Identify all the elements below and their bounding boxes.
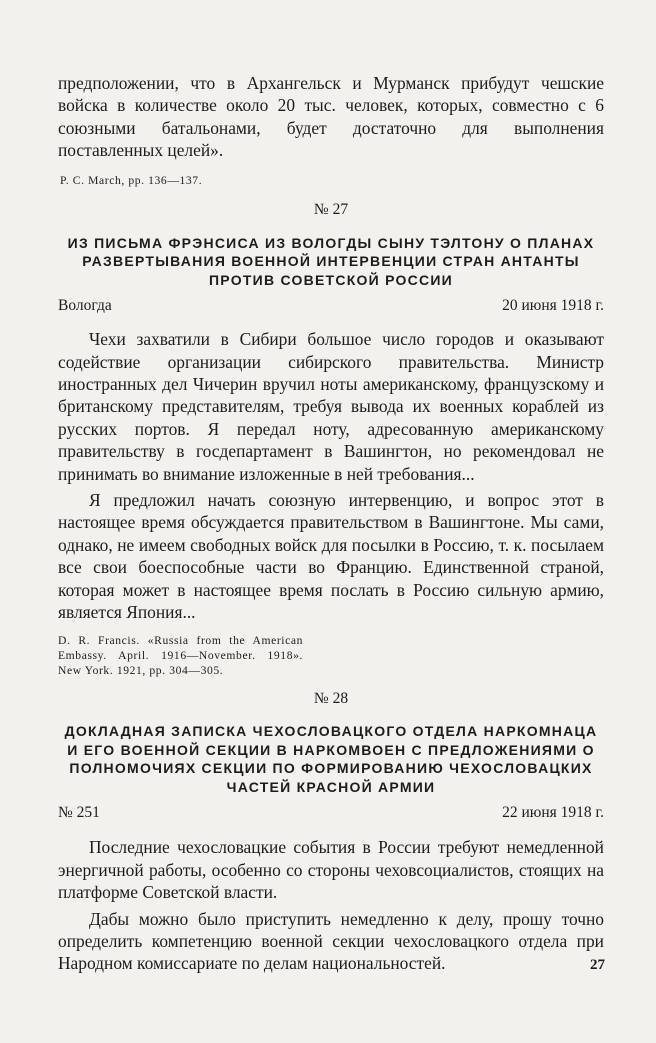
- page-number: 27: [590, 957, 605, 973]
- doc28-ref: № 251: [58, 804, 100, 822]
- doc28-date: 22 июня 1918 г.: [502, 804, 604, 822]
- doc27-date: 20 июня 1918 г.: [502, 297, 604, 315]
- doc28-paragraph-2: Дабы можно было приступить немедленно к делу, прошу точно определить компетенцию военной секции чехословацкого отдела при Народном комиссариате по делам национальностей.: [58, 908, 604, 974]
- doc28-number: № 28: [313, 690, 349, 708]
- doc27-heading: ИЗ ПИСЬМА ФРЭНСИСА ИЗ ВОЛОГДЫ СЫНУ ТЭЛТОНУ О ПЛАНАХ РАЗВЕРТЫВАНИЯ ВОЕННОЙ ИНТЕРВЕНЦИИ СТРАН АНТАНТЫ ПРОТИВ СОВЕТСКОЙ РОССИИ: [67, 234, 595, 288]
- doc27-number: № 27: [313, 200, 349, 218]
- doc28-paragraph-1: Последние чехословацкие события в России требуют немедленной энергичной работы, особенно со стороны чеховсоциалистов, стоящих на платформе Советской власти.: [58, 837, 604, 903]
- doc27-dateline: [58, 297, 604, 315]
- doc28-dateline: [58, 804, 604, 822]
- intro-source: P. C. March, pp. 136—137.: [60, 173, 203, 187]
- document-page: [58, 72, 604, 975]
- doc27-source: D. R. Francis. «Russia from the American Embassy. April. 1916—November. 1918». New York. 1921, pp. 304—305.: [58, 634, 303, 678]
- doc27-paragraph-2: Я предложил начать союзную интервенцию, и вопрос этот в настоящее время обсуждается правительством в Вашингтоне. Мы сами, однако, не имеем свободных войск для посылки в Россию, т. к. посылаем все свои боеспособные части во Францию. Единственной страной, которая может в настоящее время послать в Россию сильную армию, является Япония...: [58, 489, 604, 622]
- doc28-heading: ДОКЛАДНАЯ ЗАПИСКА ЧЕХОСЛОВАЦКОГО ОТДЕЛА НАРКОМНАЦА И ЕГО ВОЕННОЙ СЕКЦИИ В НАРКОМВОЕН С ПРЕДЛОЖЕНИЯМИ О ПОЛНОМОЧИЯХ СЕКЦИИ ПО ФОРМИРОВАНИЮ ЧЕХОСЛОВАЦКИХ ЧАСТЕЙ КРАСНОЙ АРМИИ: [64, 723, 598, 795]
- intro-paragraph: предположении, что в Архангельск и Мурманск прибудут чешские войска в количестве около 20 тыс. человек, которых, совместно с 6 союзными батальонами, будет достаточно для выполнения поставленных целей».: [58, 73, 604, 161]
- doc27-paragraph-1: Чехи захватили в Сибири большое число городов и оказывают содействие организации сибирского правительства. Министр иностранных дел Чичерин вручил ноты американскому, французскому и британскому представителям, требуя вывода их военных кораблей из русских портов. Я передал ноту, адресованную американскому правительству в госдепартамент в Вашингтон, но рекомендовал не принимать во внимание изложенные в ней требования...: [58, 329, 604, 484]
- doc27-place: Вологда: [58, 297, 112, 315]
